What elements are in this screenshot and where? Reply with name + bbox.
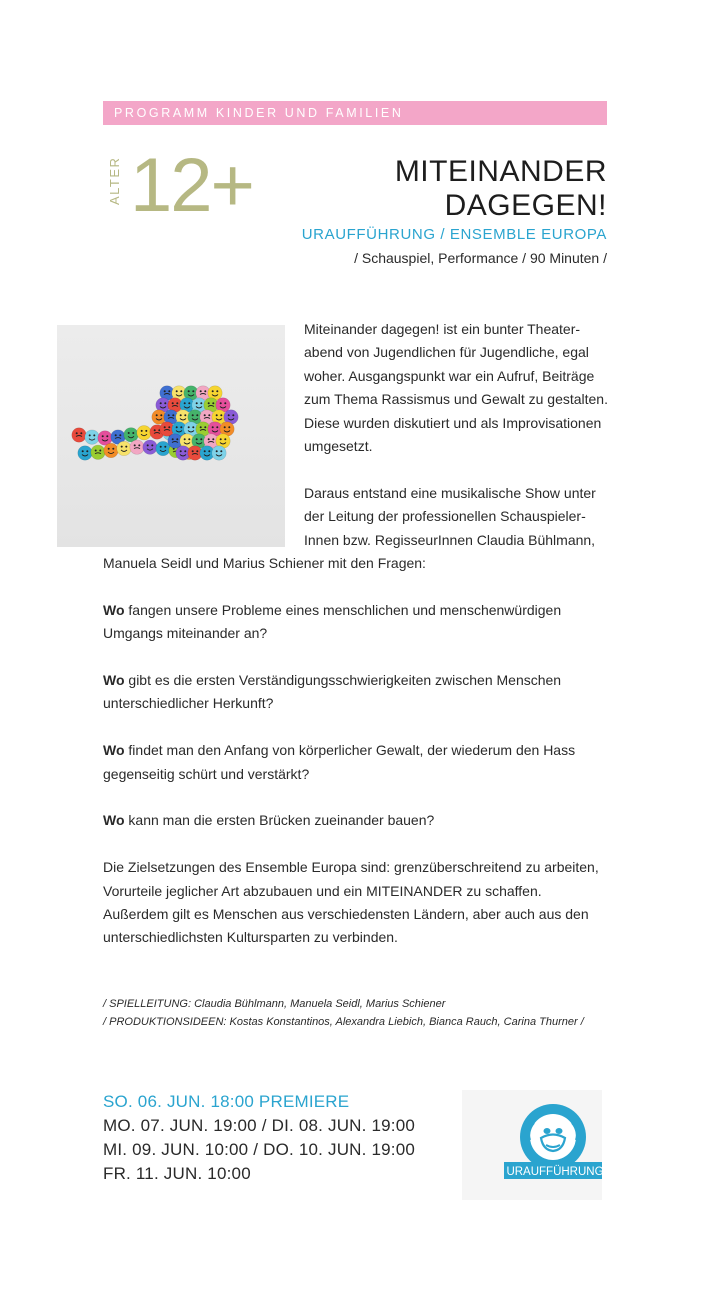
body-text [103,552,608,973]
logo-label: URAUFFÜHRUNG [506,1166,602,1178]
intro-paragraph-2-continued: Manuela Seidl und Marius Schiener mit den Fragen: [103,555,426,571]
question-lead: Wo [103,672,125,688]
urauffuehrung-logo [462,1090,602,1200]
question-3 [103,739,608,786]
smiley-button [117,441,131,455]
smiley-buttons-image [57,325,285,547]
question-lead: Wo [103,742,125,759]
intro-text [304,318,610,552]
premiere-date: SO. 06. JUN. 18:00 PREMIERE [103,1092,350,1111]
play-title [307,155,607,223]
date-line: MI. 09. JUN. 10:00 / DO. 10. JUN. 19:00 [103,1140,416,1159]
intro-paragraph-2: Daraus entstand eine musikalische Show unter der Leitung der professionellen SchauspielerInnen bzw. RegisseurInnen Claudia Bühlmann, [304,484,596,548]
smiley-button [130,440,144,454]
question-text: fangen unsere Probleme eines menschlichen und menschenwürdigen Umgangs miteinander an? [103,601,562,642]
credits [103,995,623,1031]
smiley-button [78,446,92,460]
smiley-button [104,443,118,457]
question-text: gibt es die ersten Verständigungsschwierigkeiten zwischen Menschen unterschiedlicher Herkunft? [103,672,562,712]
date-line: FR. 11. JUN. 10:00 [103,1164,251,1183]
question-2 [103,669,608,716]
credits-direction: / SPIELLEITUNG: Claudia Bühlmann, Manuela Seidl, Marius Schiener [103,998,446,1010]
credits-production: / PRODUKTIONSIDEEN: Kostas Konstantinos, Alexandra Liebich, Bianca Rauch, Carina Thurner / [103,1016,584,1028]
age-rating: 12+ [130,143,253,228]
monkey-face-icon [462,1090,602,1200]
smiley-button [143,440,157,454]
question-lead: Wo [103,812,125,829]
section-band: PROGRAMM KINDER UND FAMILIEN [103,101,607,125]
performance-dates [103,1090,463,1186]
smiley-button [91,445,105,459]
goals-paragraph: Die Zielsetzungen des Ensemble Europa sind: grenzüberschreitend zu arbeiten, Vorurteile jeglicher Art abzubauen und ein MITEINANDER zu schaffen. Außerdem gilt es Menschen aus verschiedensten Ländern, aber auch aus den unterschiedlichsten Kultursparten zu verbinden. [103,859,599,946]
smiley-button [85,430,99,444]
play-meta: / Schauspiel, Performance / 90 Minuten / [354,250,607,266]
smiley-button [212,446,226,460]
title-line-2: DAGEGEN! [444,189,607,222]
question-lead: Wo [103,601,125,618]
smiley-button [72,428,86,442]
question-text: kann man die ersten Brücken zueinander bauen? [124,812,435,829]
title-line-1: MITEINANDER [394,155,607,188]
age-label: ALTER [107,156,122,205]
question-1 [103,599,608,646]
smiley-button [98,431,112,445]
smiley-button [137,426,151,440]
date-line: MO. 07. JUN. 19:00 / DI. 08. JUN. 19:00 [103,1116,416,1135]
intro-paragraph-1: Miteinander dagegen! ist ein bunter Theaterabend von Jugendlichen für Jugendliche, egal woher. Ausgangspunkt war ein Aufruf, Beiträge zum Thema Rassismus und Gewalt zu gestalten. Diese wurden diskutiert und als Improvisationen umgesetzt. [304,321,608,455]
play-subtitle: URAUFFÜHRUNG / ENSEMBLE EUROPA [301,226,607,243]
question-text: findet man den Anfang von körperlicher Gewalt, der wiederum den Hass gegenseitig schürt und verstärkt? [103,742,576,782]
question-4 [103,809,608,832]
smiley-buttons-photo [57,325,285,547]
